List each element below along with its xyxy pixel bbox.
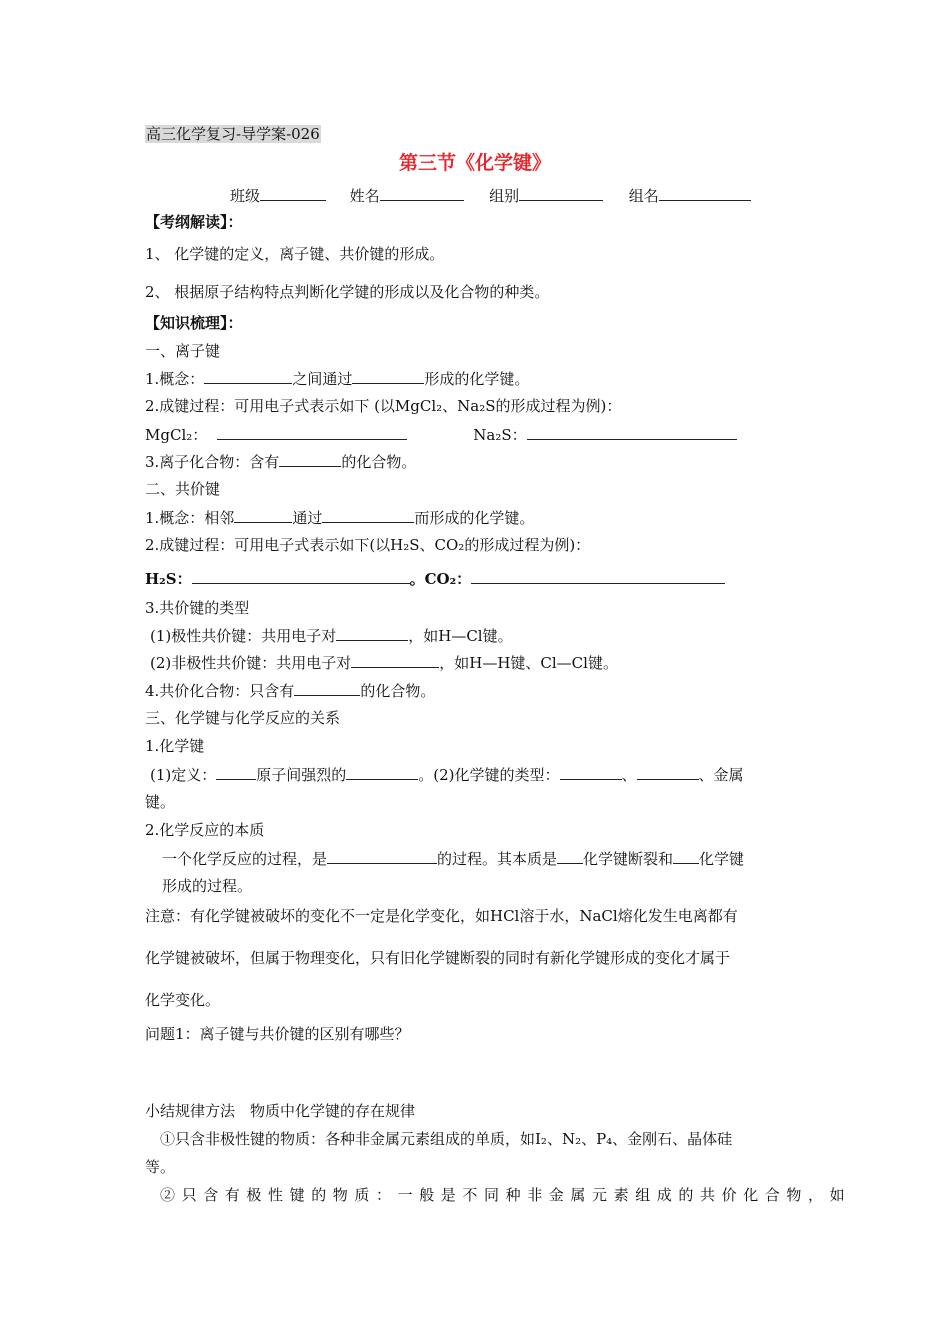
- summary-heading: 小结规律方法 物质中化学键的存在规律: [145, 1102, 416, 1120]
- name-label: 姓名: [349, 187, 380, 205]
- outline-item-2: 2、 根据原子结构特点判断化学键的形成以及化合物的种类。: [145, 283, 550, 301]
- ionic-heading: 一、离子键: [145, 342, 221, 360]
- def-blank-1[interactable]: [216, 764, 256, 780]
- covalent-heading: 二、共价键: [145, 480, 221, 498]
- knowledge-heading: 【知识梳理】：: [145, 314, 243, 332]
- note-line-3: 化学变化。: [145, 991, 221, 1009]
- ionic-compound-line: 3.离子化合物：含有 的化合物。: [145, 453, 417, 471]
- reaction-essence-line: 一个化学反应的过程，是 的过程。其本质是 化学键断裂和 化学键: [162, 850, 745, 868]
- question-1: 问题1：离子键与共价键的区别有哪些？: [145, 1025, 410, 1043]
- cov-compound-blank[interactable]: [294, 680, 360, 696]
- polar-bond-line: (1)极性共价键：共用电子对 ，如H—Cl键。: [150, 627, 513, 645]
- ionic-compound-blank[interactable]: [279, 451, 341, 467]
- class-blank[interactable]: [260, 185, 326, 201]
- reaction-essence-heading: 2.化学反应的本质: [145, 821, 265, 839]
- relation-heading: 三、化学键与化学反应的关系: [145, 709, 341, 727]
- covalent-types-heading: 3.共价键的类型: [145, 599, 250, 617]
- na2s-blank[interactable]: [527, 424, 737, 440]
- nonpolar-blank[interactable]: [351, 652, 439, 668]
- ionic-process-line: 2.成键过程：可用电子式表示如下 (以MgCl₂、Na₂S的形成过程为例)：: [145, 397, 622, 415]
- class-label: 班级: [230, 187, 261, 205]
- ionic-concept-line: 1.概念： 之间通过 形成的化学键。: [145, 370, 530, 388]
- cov-blank-2[interactable]: [322, 507, 414, 523]
- outline-item-1: 1、 化学键的定义，离子键、共价键的形成。: [145, 245, 445, 263]
- co2-blank[interactable]: [471, 568, 725, 584]
- doc-code: 高三化学复习-导学案-026: [146, 125, 320, 143]
- covalent-compound-line: 4.共价化合物：只含有 的化合物。: [145, 682, 436, 700]
- group-name-blank[interactable]: [659, 185, 751, 201]
- rule-1-line: ①只含非极性键的物质：各种非金属元素组成的单质，如I₂、N₂、P₄、金刚石、晶体硅: [160, 1130, 733, 1148]
- def-blank-4[interactable]: [637, 764, 699, 780]
- rule-1-cont: 等。: [145, 1158, 176, 1176]
- reaction-essence-cont: 形成的过程。: [162, 877, 253, 895]
- group-label: 组别: [489, 187, 520, 205]
- essence-blank-2[interactable]: [557, 848, 583, 864]
- ionic-blank-2[interactable]: [352, 368, 424, 384]
- h2s-blank[interactable]: [192, 568, 410, 584]
- covalent-process-line: 2.成键过程：可用电子式表示如下(以H₂S、CO₂的形成过程为例)：: [145, 536, 591, 554]
- bond-definition-cont: 键。: [145, 793, 176, 811]
- polar-blank[interactable]: [336, 625, 408, 641]
- group-blank[interactable]: [519, 185, 603, 201]
- name-blank[interactable]: [380, 185, 464, 201]
- rule-2-line: ②只含有极性键的物质：一般是不同种非金属元素组成的共价化合物，如: [160, 1186, 852, 1204]
- group-name-label: 组名: [628, 187, 659, 205]
- mgcl2-na2s-line: MgCl₂： Na₂S：: [145, 424, 737, 445]
- h2s-co2-line: H₂S： 。CO₂：: [145, 568, 725, 589]
- def-blank-2[interactable]: [346, 764, 418, 780]
- mgcl2-blank[interactable]: [217, 424, 407, 440]
- def-blank-3[interactable]: [560, 764, 622, 780]
- outline-heading: 【考纲解读】：: [145, 213, 243, 231]
- bond-definition-line: (1)定义： 原子间强烈的 。(2)化学键的类型： 、 、金属: [150, 766, 744, 784]
- essence-blank-1[interactable]: [327, 848, 437, 864]
- note-line-1: 注意：有化学键被破坏的变化不一定是化学变化，如HCl溶于水，NaCl熔化发生电离都有: [145, 907, 738, 925]
- covalent-concept-line: 1.概念：相邻 通过 而形成的化学键。: [145, 509, 535, 527]
- nonpolar-bond-line: (2)非极性共价键：共用电子对 ，如H—H键、Cl—Cl键。: [150, 654, 618, 672]
- cov-blank-1[interactable]: [234, 507, 292, 523]
- ionic-blank-1[interactable]: [204, 368, 292, 384]
- page-title: 第三节《化学键》: [398, 152, 551, 174]
- note-line-2: 化学键被破坏，但属于物理变化，只有旧化学键断裂的同时有新化学键形成的变化才属于: [145, 949, 731, 967]
- essence-blank-3[interactable]: [673, 848, 699, 864]
- info-fields-row: [230, 185, 751, 206]
- chemical-bond-heading: 1.化学键: [145, 737, 205, 755]
